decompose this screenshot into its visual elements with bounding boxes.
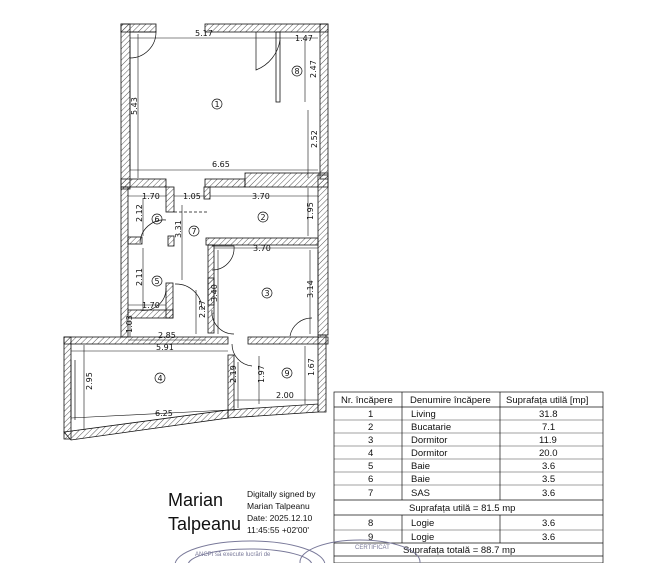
row9-area: 3.6 — [542, 532, 556, 543]
dim-loggia9-right-height: 1.67 — [307, 358, 316, 376]
signature-line4: 11:45:55 +02'00' — [247, 525, 309, 535]
row7-area: 3.6 — [542, 488, 556, 499]
room-label-9: 9 — [284, 369, 290, 378]
room-label-2: 2 — [260, 213, 266, 222]
row9-name: Logie — [411, 532, 435, 543]
dim-room4-left-height: 2.95 — [85, 372, 94, 390]
dim-left-small-height: 1.03 — [125, 315, 134, 333]
dim-kitchen-height: 1.95 — [306, 202, 315, 220]
row5-name: Baie — [411, 461, 431, 472]
rooms-table — [334, 392, 603, 563]
row2-nr: 2 — [368, 422, 374, 433]
dim-living-width: 6.65 — [212, 160, 230, 169]
total-area: Suprafața totală = 88.7 mp — [403, 545, 516, 556]
stamp-text-left: ANCPI să execute lucrări de — [195, 552, 271, 558]
dimension-labels — [85, 29, 319, 418]
row6-nr: 6 — [368, 474, 374, 485]
row3-nr: 3 — [368, 435, 374, 446]
stamp-text-right: CERTIFICAT — [355, 545, 390, 551]
dim-bedroom3-width: 3.70 — [253, 244, 271, 253]
room-label-4: 4 — [157, 374, 163, 383]
dim-door-height: 2.19 — [229, 365, 238, 383]
row9-nr: 9 — [368, 532, 374, 543]
row6-name: Baie — [411, 474, 431, 485]
signer-name-line1: Marian — [168, 490, 224, 510]
dim-room6-width: 1.70 — [142, 192, 160, 201]
room-label-8: 8 — [294, 67, 300, 76]
useful-area-total: Suprafața utilă = 81.5 mp — [409, 503, 516, 514]
row5-area: 3.6 — [542, 461, 556, 472]
signature-line3: Date: 2025.12.10 — [247, 513, 313, 523]
dim-kitchen-width: 3.70 — [252, 192, 270, 201]
row7-nr: 7 — [368, 488, 374, 499]
digital-signature — [168, 489, 316, 535]
dim-room6-height: 2.12 — [135, 204, 144, 222]
dim-living-right-height: 2.52 — [310, 130, 319, 148]
dim-sas-height: 3.31 — [174, 220, 183, 238]
row1-area: 31.8 — [539, 409, 558, 420]
room-label-1: 1 — [214, 100, 220, 109]
row8-area: 3.6 — [542, 518, 556, 529]
table-header-name: Denumire încăpere — [410, 395, 491, 406]
signer-name-line2: Talpeanu — [168, 514, 242, 534]
dim-top-width: 5.17 — [195, 29, 213, 38]
dim-loggia9-left-height: 1.97 — [257, 365, 266, 383]
dim-bedroom3-left-height: 3.40 — [210, 284, 219, 302]
row3-area: 11.9 — [539, 435, 557, 446]
dim-hall-width: 1.05 — [183, 192, 201, 201]
dim-corridor-width: 2.85 — [158, 331, 176, 340]
row5-nr: 5 — [368, 461, 374, 472]
row2-area: 7.1 — [542, 422, 556, 433]
row6-area: 3.5 — [542, 474, 556, 485]
row4-nr: 4 — [368, 448, 374, 459]
row1-name: Living — [411, 409, 436, 420]
room-label-5: 5 — [154, 277, 160, 286]
dim-loggia8-height: 2.47 — [309, 60, 318, 78]
row1-nr: 1 — [368, 409, 374, 420]
dim-loggia9-width: 2.00 — [276, 391, 294, 400]
dim-bedroom3-right-height: 3.14 — [306, 280, 315, 298]
row4-name: Dormitor — [411, 448, 448, 459]
table-header-nr: Nr. încăpere — [341, 395, 393, 406]
dim-living-left-height: 5.43 — [130, 97, 139, 115]
room-label-7: 7 — [191, 227, 197, 236]
room-label-6: 6 — [154, 215, 160, 224]
dim-loggia8-width: 1.47 — [295, 34, 313, 43]
dim-room4-top-width: 5.91 — [156, 343, 174, 352]
dim-room4-bottom-width: 6.25 — [155, 409, 173, 418]
dim-room5-width: 1.70 — [142, 301, 160, 310]
row2-name: Bucatarie — [411, 422, 452, 433]
row8-nr: 8 — [368, 518, 374, 529]
row7-name: SAS — [411, 488, 431, 499]
row4-area: 20.0 — [539, 448, 558, 459]
signature-line1: Digitally signed by — [247, 489, 316, 499]
signature-line2: Marian Talpeanu — [247, 501, 310, 511]
room-label-3: 3 — [264, 289, 270, 298]
row3-name: Dormitor — [411, 435, 448, 446]
row8-name: Logie — [411, 518, 435, 529]
table-header-area: Suprafața utilă [mp] — [506, 395, 589, 406]
dim-hall-lower-height: 2.27 — [198, 300, 207, 318]
dim-room5-height: 2.11 — [135, 268, 144, 286]
